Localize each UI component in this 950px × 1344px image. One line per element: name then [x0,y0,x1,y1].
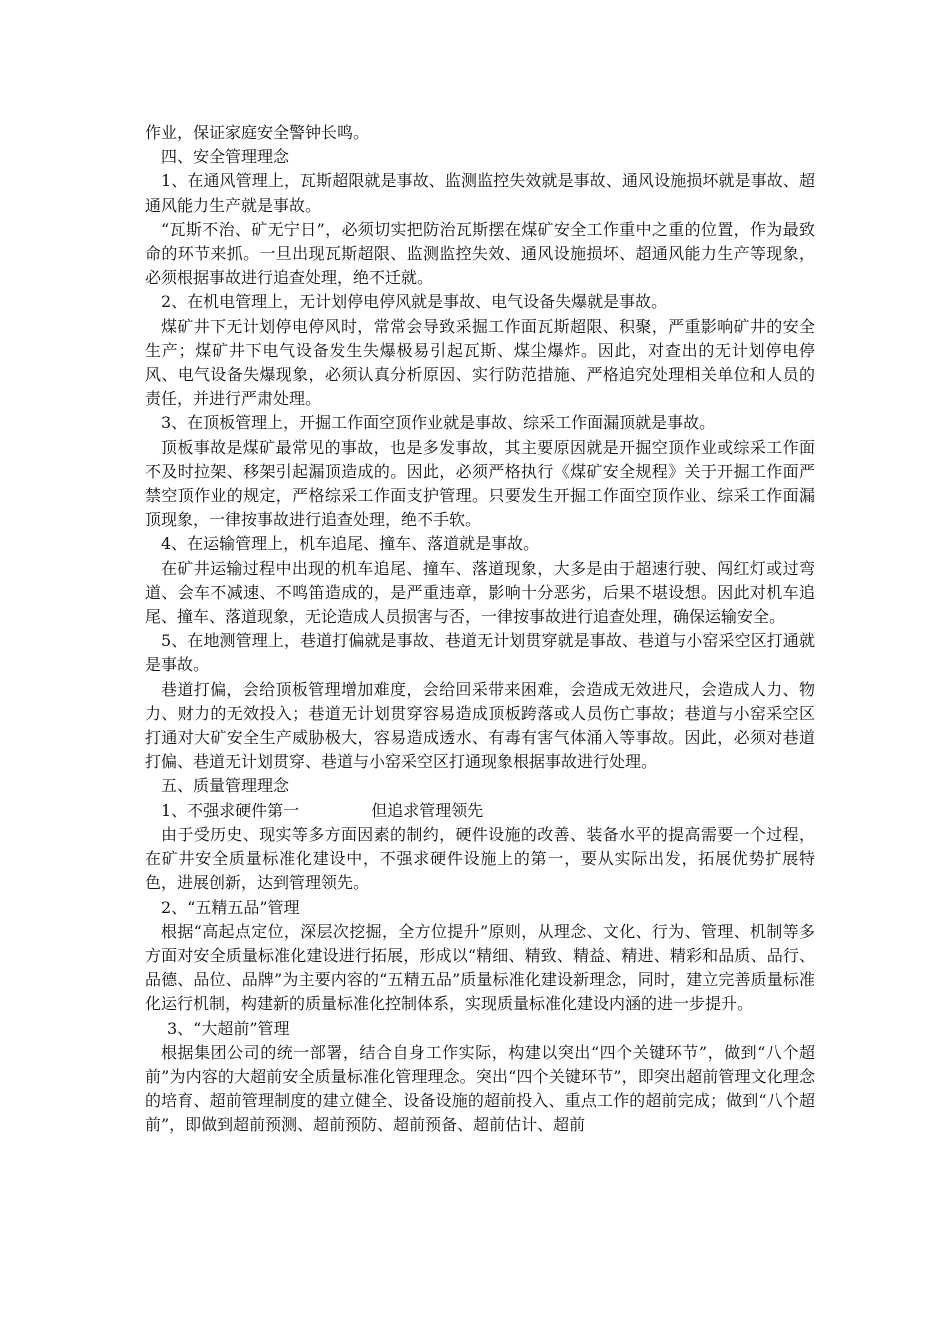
paragraph: 根据“高起点定位，深层次挖掘，全方位提升”原则，从理念、文化、行为、管理、机制等多方面对安全质量标准化建设进行拓展，形成以“精细、精致、精益、精进、精彩和品质、品行、品德、品位、品牌”为主要内容的“五精五品”质量标准化建设新理念，同时，建立完善质量标准化运行机制，构建新的质量标准化控制体系，实现质量标准化建设内涵的进一步提升。 [145,921,815,1014]
paragraph: 由于受历史、现实等多方面因素的制约，硬件设施的改善、装备水平的提高需要一个过程，在矿井安全质量标准化建设中，不强求硬件设施上的第一，要从实际出发，拓展优势扩展特色，进展创新，达到管理领先。 [145,824,815,893]
paragraph: 1、在通风管理上，瓦斯超限就是事故、监测监控失效就是事故、通风设施损坏就是事故、超通风能力生产就是事故。 [145,171,815,215]
subheading [145,799,815,823]
paragraph: 作业，保证家庭安全警钟长鸣。 [145,123,370,142]
subheading: 3、“大超前”管理 [167,1018,290,1038]
subheading-part-b: 但追求管理领先 [371,800,484,820]
paragraph: 巷道打偏，会给顶板管理增加难度，会给回采带来困难，会造成无效进尺，会造成人力、物力、财力的无效投入；巷道无计划贯穿容易造成顶板跨落或人员伤亡事故；巷道与小窑采空区打通对大矿安全生产威胁极大，容易造成透水、有毒有害气体涌入等事故。因此，必须对巷道打偏、巷道无计划贯穿、巷道与小窑采空区打通现象根据事故进行处理。 [145,679,815,772]
paragraph: 顶板事故是煤矿最常见的事故，也是多发事故，其主要原因就是开掘空顶作业或综采工作面不及时拉架、移架引起漏顶造成的。因此，必须严格执行《煤矿安全规程》关于开掘工作面严禁空顶作业的规定，严格综采工作面支护管理。只要发生开掘工作面空顶作业、综采工作面漏顶现象，一律按事故进行追查处理，绝不手软。 [145,437,815,530]
paragraph: “瓦斯不治、矿无宁日”，必须切实把防治瓦斯摆在煤矿安全工作重中之重的位置，作为最致命的环节来抓。一旦出现瓦斯超限、监测监控失效、通风设施损坏、超通风能力生产等现象，必须根据事故进行追查处理，绝不迁就。 [145,219,815,288]
paragraph: 5、在地测管理上，巷道打偏就是事故、巷道无计划贯穿就是事故、巷道与小窑采空区打通就是事故。 [145,631,815,675]
paragraph: 在矿井运输过程中出现的机车追尾、撞车、落道现象，大多是由于超速行驶、闯红灯或过弯道、会车不减速、不鸣笛造成的，是严重违章，影响十分恶劣，后果不堪设想。因此对机车追尾、撞车、落道现象，无论造成人员损害与否，一律按事故进行追查处理，确保运输安全。 [145,558,815,627]
paragraph: 4、在运输管理上，机车追尾、撞车、落道就是事故。 [161,534,540,554]
section-heading: 五、质量管理理念 [161,776,290,796]
paragraph: 煤矿井下无计划停电停风时，常常会导致采掘工作面瓦斯超限、积聚，严重影响矿井的安全生产；煤矿井下电气设备发生失爆极易引起瓦斯、煤尘爆炸。因此，对查出的无计划停电停风、电气设备失爆现象，必须认真分析原因、实行防范措施、严格追究处理相关单位和人员的责任，并进行严肃处理。 [145,316,815,409]
section-heading: 四、安全管理理念 [161,147,290,167]
subheading: 2、“五精五品”管理 [161,897,300,917]
paragraph: 2、在机电管理上，无计划停电停风就是事故、电气设备失爆就是事故。 [161,292,668,312]
subheading-part-a: 1、不强求硬件第一 [161,800,300,820]
paragraph: 根据集团公司的统一部署，结合自身工作实际，构建以突出“四个关键环节”，做到“八个超前”为内容的大超前安全质量标准化管理理念。突出“四个关键环节”，即突出超前管理文化理念的培育、超前管理制度的建立健全、设备设施的超前投入、重点工作的超前完成；做到“八个超前”，即做到超前预测、超前预防、超前预备、超前估计、超前 [145,1042,815,1135]
paragraph: 3、在顶板管理上，开掘工作面空顶作业就是事故、综采工作面漏顶就是事故。 [161,413,716,433]
document-body [145,121,815,1138]
